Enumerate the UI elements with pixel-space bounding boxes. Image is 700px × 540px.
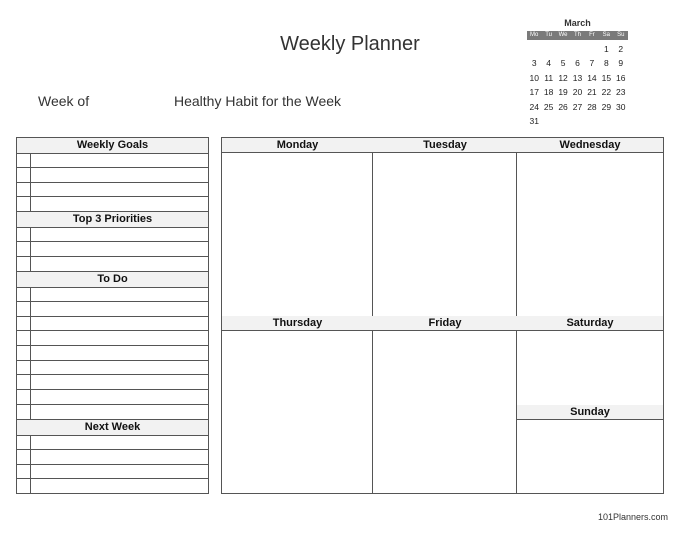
calendar-day: 15 [601,72,612,83]
writing-line [17,301,208,302]
checkbox-column-line [30,287,31,419]
calendar-day: 25 [543,101,554,112]
weekday-label: Tu [545,32,553,38]
page-title: Weekly Planner [280,33,420,55]
habit-label: Healthy Habit for the Week [174,93,342,109]
writing-line [17,316,208,317]
todo-header: To Do [17,271,208,288]
calendar-day: 8 [603,58,609,69]
calendar-day: 4 [546,58,551,69]
weekday-label: Fr [589,32,595,38]
writing-line [17,374,208,375]
weekday-label: We [558,32,568,38]
checkbox-column-line [30,227,31,271]
calendar-day [614,114,628,128]
weekday-label: Sa [602,32,611,38]
calendar-day: 22 [601,87,612,98]
calendar-day: 30 [616,101,626,112]
calendar-day [585,114,599,128]
calendar-day: 1 [603,44,609,54]
calendar-day: 10 [529,72,539,83]
calendar-day: 5 [560,58,566,69]
writing-line [17,182,208,183]
writing-line [17,196,208,197]
calendar-day [570,114,584,128]
calendar-day [556,114,570,128]
writing-line [17,464,208,465]
left-column [16,137,209,494]
calendar-day: 28 [587,101,597,112]
calendar-day: 17 [529,87,539,98]
calendar-day [585,42,599,56]
calendar-day: 7 [589,58,595,69]
calendar-day: 11 [544,72,554,83]
writing-line [17,345,208,346]
wednesday-header: Wednesday [517,138,663,153]
writing-line [17,167,208,168]
week-of-label: Week of [38,93,90,109]
calendar-day: 14 [587,72,597,83]
checkbox-column-line [30,435,31,493]
friday-header: Friday [373,316,517,331]
calendar-day: 12 [558,72,568,83]
calendar-day: 19 [558,87,568,98]
tuesday-header: Tuesday [373,138,517,153]
calendar-day: 9 [618,58,624,69]
writing-line [17,256,208,257]
calendar-day [541,114,555,128]
sunday-header: Sunday [517,405,663,420]
writing-line [17,330,208,331]
weekday-label: Mo [530,32,539,38]
writing-line [17,360,208,361]
calendar-day: 23 [616,87,626,98]
calendar-day: 20 [572,87,583,98]
checkbox-column-line [30,154,31,211]
mini-calendar [527,16,628,128]
calendar-day: 21 [587,87,597,98]
writing-line [17,449,208,450]
site-credit: 101Planners.com [597,512,668,522]
days-grid [221,137,664,494]
calendar-day: 18 [543,87,554,98]
calendar-month: March [564,18,591,28]
calendar-day [556,42,570,56]
calendar-day [570,42,584,56]
calendar-day: 24 [529,101,539,112]
calendar-weekday-header [527,31,628,40]
calendar-day: 29 [601,101,612,112]
calendar-day: 3 [531,58,537,69]
saturday-header: Saturday [517,316,663,331]
calendar-day: 16 [616,72,626,83]
thursday-header: Thursday [222,316,373,331]
calendar-day: 6 [575,58,580,69]
weekday-label: Th [573,32,581,38]
writing-line [17,404,208,405]
monday-header: Monday [222,138,373,153]
writing-line [17,241,208,242]
top-priorities-header: Top 3 Priorities [17,211,208,228]
next-week-header: Next Week [17,419,208,436]
calendar-day: 13 [572,72,583,83]
calendar-day [541,42,555,56]
calendar-day: 27 [572,101,583,112]
calendar-day [599,114,613,128]
weekly-goals-header: Weekly Goals [17,138,208,154]
calendar-day: 26 [558,101,568,112]
weekday-label: Su [617,32,625,38]
writing-line [17,478,208,479]
calendar-days [527,42,628,128]
calendar-day: 2 [618,44,624,54]
calendar-day [527,42,541,56]
calendar-day: 31 [529,115,539,126]
writing-line [17,389,208,390]
